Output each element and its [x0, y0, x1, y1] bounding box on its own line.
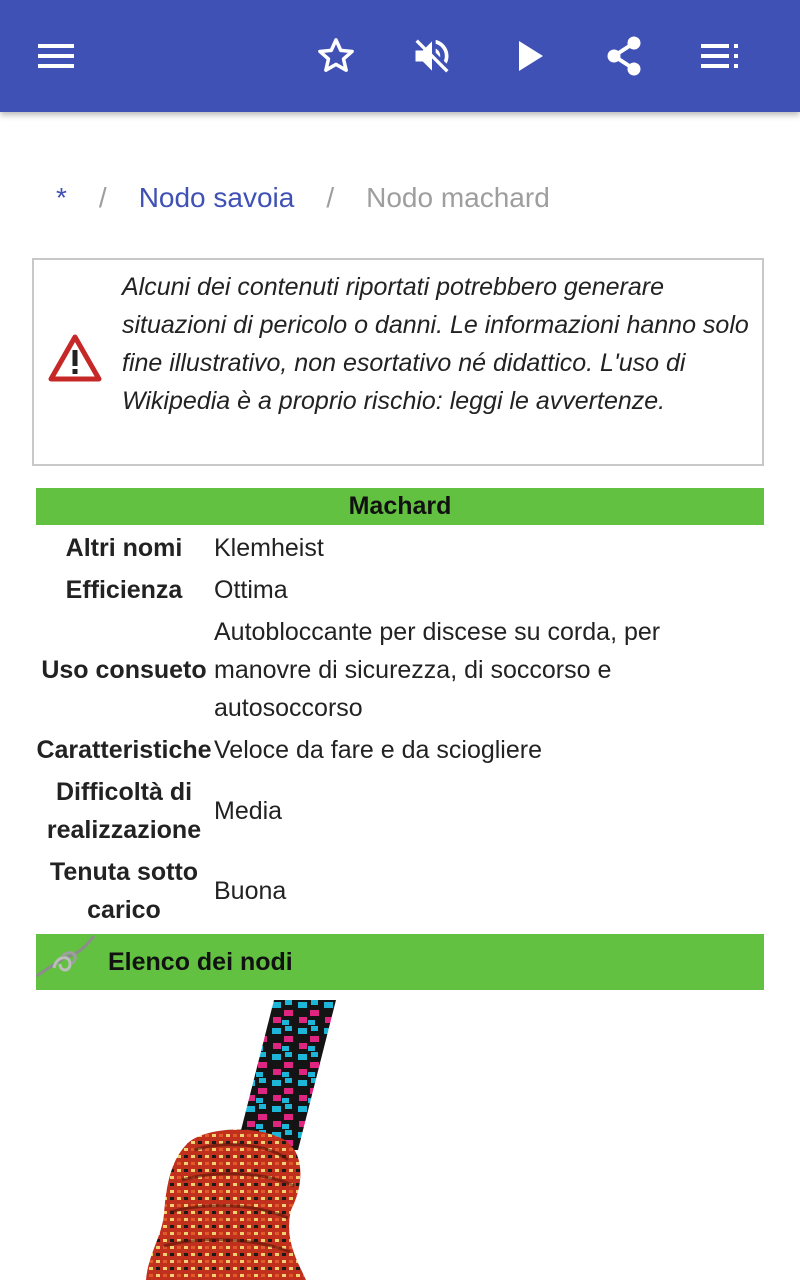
share-button[interactable]	[592, 24, 656, 88]
knot-list-title: Elenco dei nodi	[108, 948, 293, 976]
star-icon	[315, 35, 357, 77]
infobox-value: Klemheist	[214, 534, 324, 562]
infobox-value: Autobloccante per discese su corda, per manovre di sicurezza, di soccorso e autosoccorso	[214, 618, 661, 722]
warning-text: Alcuni dei contenuti riportati potrebbero generare situazioni di pericolo o danni. Le informazioni hanno solo fine illustrativo, non esortativo né didattico. L'uso di Wikipedia è a proprio rischio: leggi le avvertenze.	[122, 273, 749, 415]
infobox-value: Ottima	[214, 576, 288, 604]
breadcrumb	[56, 178, 550, 218]
warning-icon	[48, 334, 102, 382]
warning-box	[32, 258, 764, 466]
infobox-row	[36, 569, 764, 611]
infobox-title: Machard	[36, 488, 764, 525]
infobox-value: Veloce da fare e da sciogliere	[214, 736, 542, 764]
play-icon	[515, 39, 545, 73]
volume-off-icon	[410, 34, 454, 78]
breadcrumb-current: Nodo machard	[366, 182, 550, 213]
infobox-key: Uso consueto	[41, 656, 207, 684]
infobox-key: Altri nomi	[65, 534, 183, 562]
infobox-key: Efficienza	[65, 576, 183, 604]
share-icon	[604, 35, 644, 77]
breadcrumb-separator: /	[326, 182, 335, 213]
infobox-value: Buona	[214, 877, 287, 905]
infobox-row	[36, 527, 764, 569]
infobox-row	[36, 851, 764, 931]
menu-icon	[36, 41, 76, 71]
infobox-row	[36, 611, 764, 729]
favorite-button[interactable]	[304, 24, 368, 88]
knot-icon	[36, 934, 98, 990]
infobox-key: Caratteristiche	[36, 736, 212, 764]
menu-button[interactable]	[24, 24, 88, 88]
infobox-key: Tenuta sotto carico	[49, 858, 199, 924]
app-bar	[0, 0, 800, 112]
contents-button[interactable]	[688, 24, 752, 88]
infobox-value: Media	[214, 797, 283, 825]
infobox-key: Difficoltà di realizzazione	[46, 778, 202, 844]
knot-list-header[interactable]	[36, 934, 764, 990]
play-button[interactable]	[498, 24, 562, 88]
infobox-row	[36, 771, 764, 851]
playlist-icon	[701, 43, 739, 69]
mute-button[interactable]	[400, 24, 464, 88]
breadcrumb-home[interactable]: *	[56, 182, 67, 213]
breadcrumb-parent[interactable]: Nodo savoia	[138, 182, 295, 213]
infobox-row	[36, 729, 764, 771]
infobox-table	[36, 527, 764, 931]
knot-photo	[36, 1000, 456, 1280]
breadcrumb-separator: /	[98, 182, 107, 213]
